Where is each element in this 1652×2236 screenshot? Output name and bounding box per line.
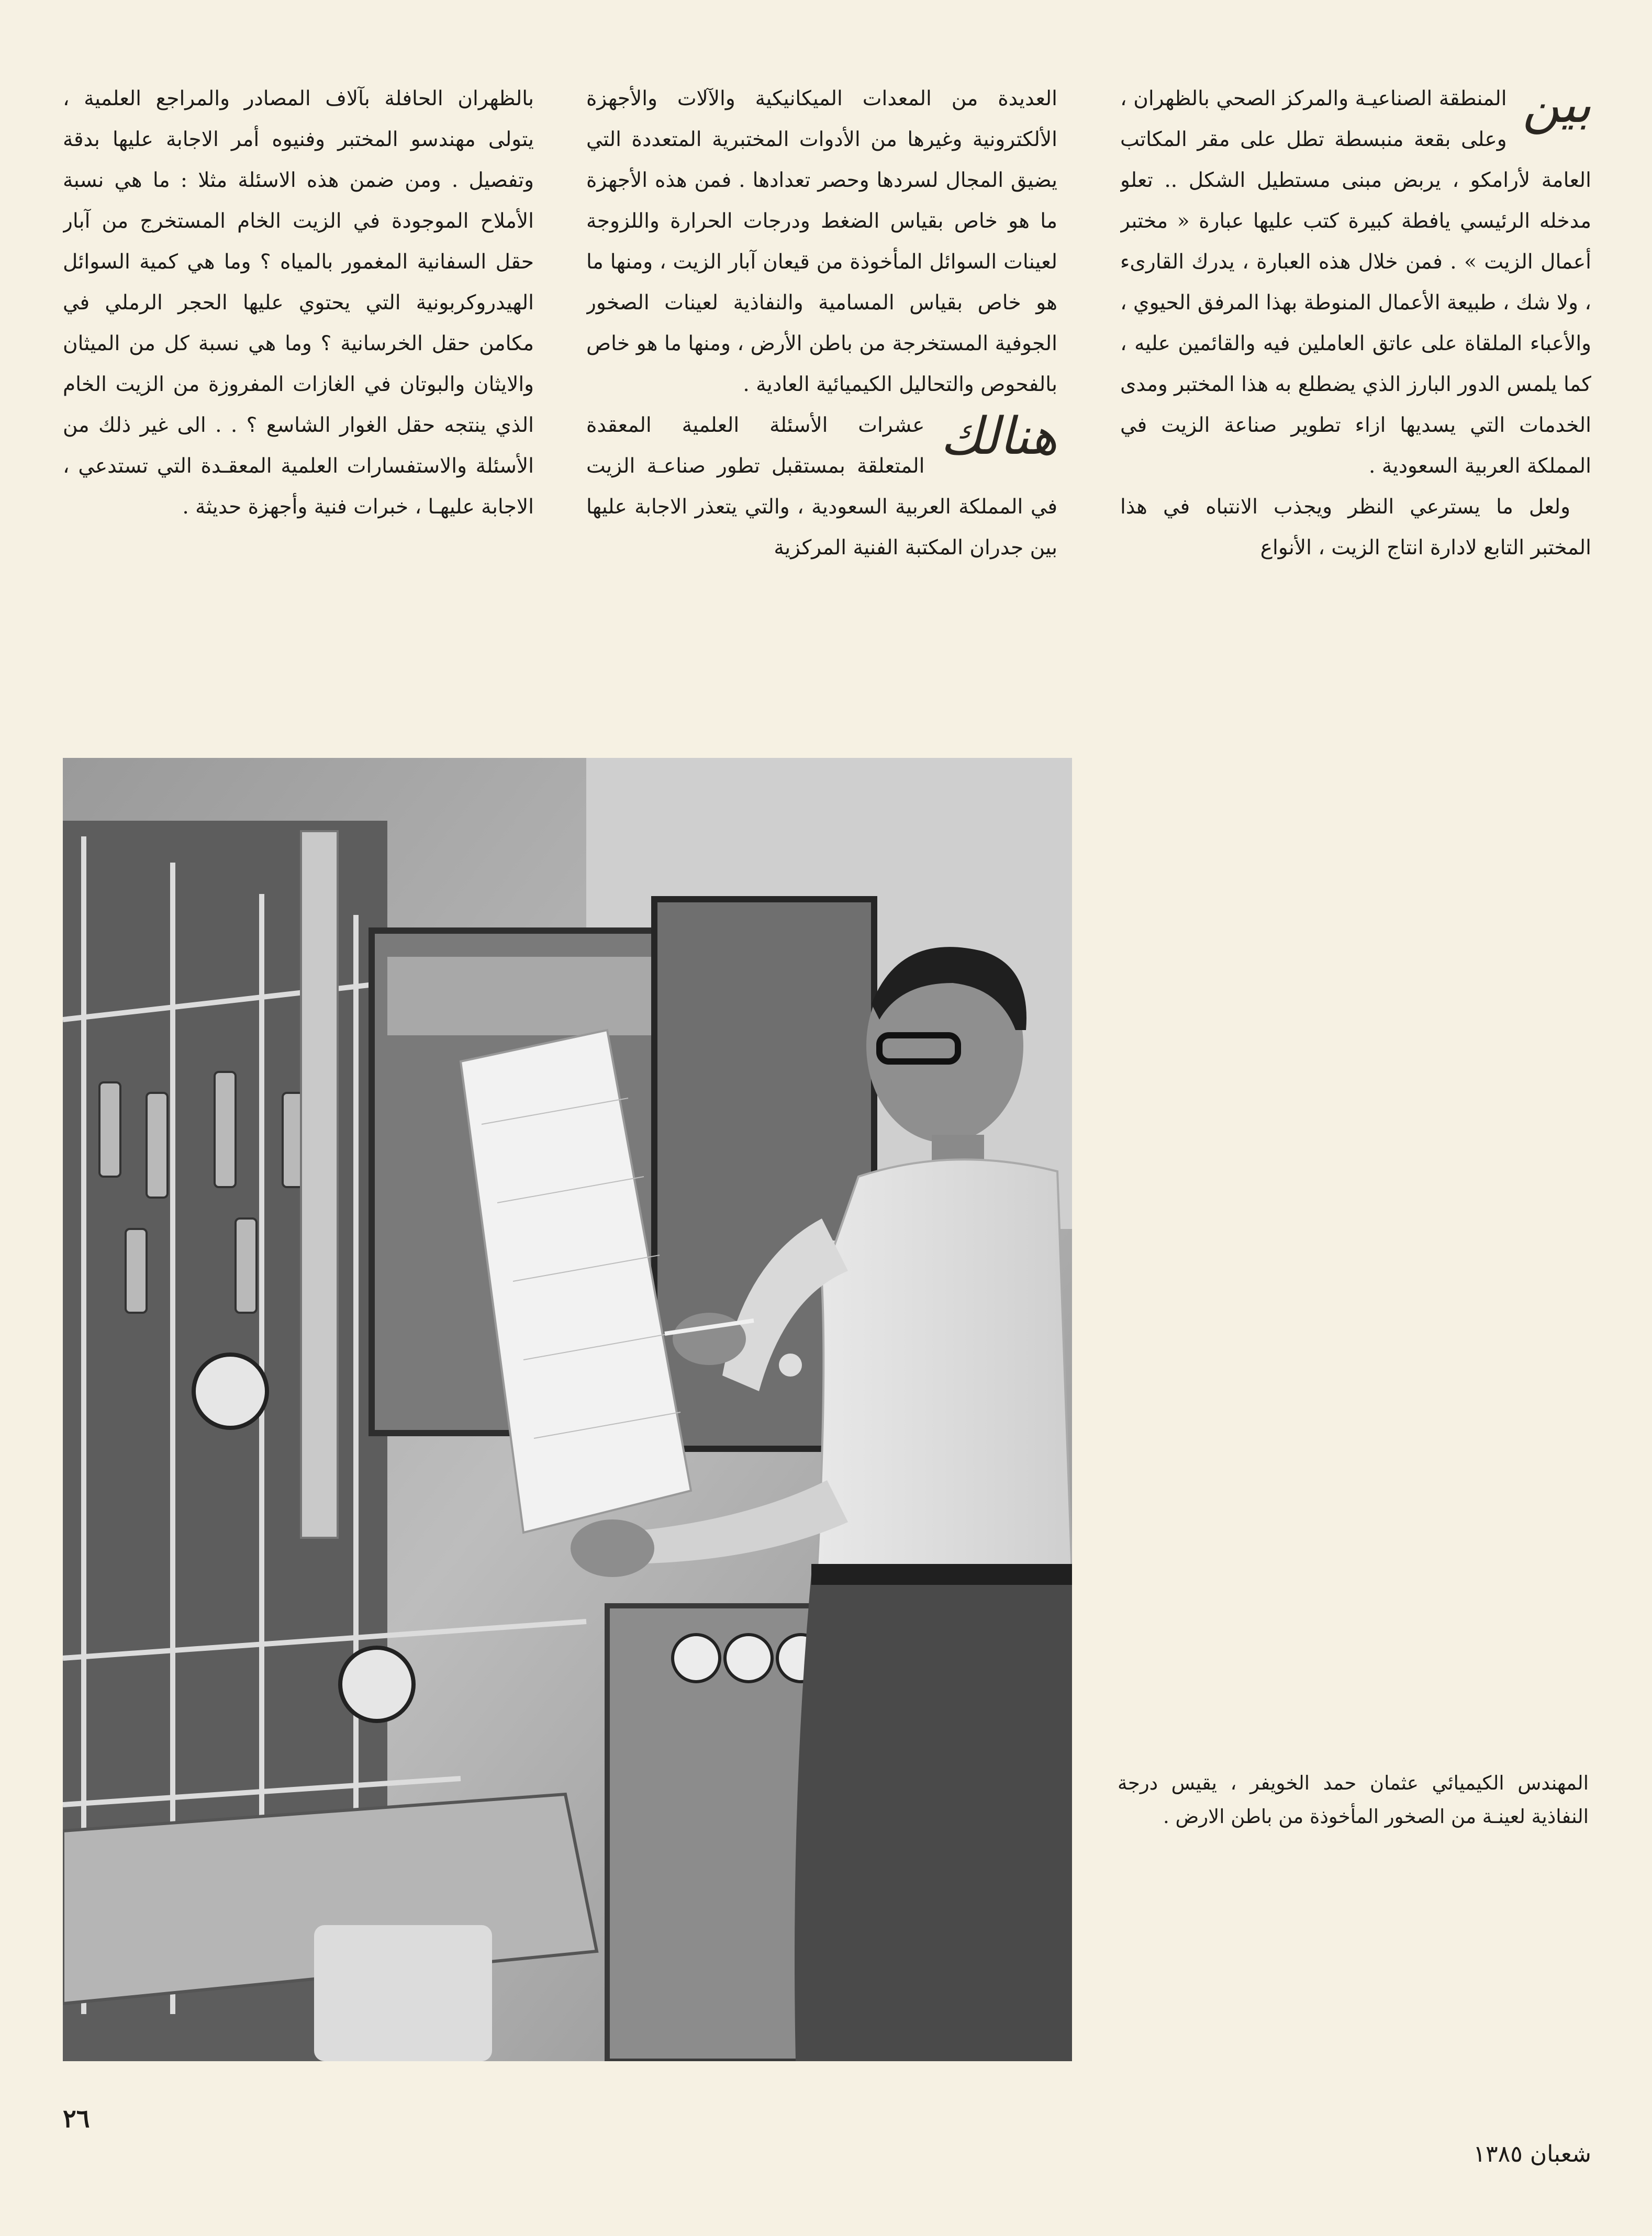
- photo-caption: المهندس الكيميائي عثمان حمد الخويفر ، يقيس درجة النفاذية لعينـة من الصخور المأخوذة من باطن الارض .: [1118, 1772, 1589, 1828]
- article-column-middle: [586, 79, 1057, 680]
- article-paragraph: المنطقة الصناعيـة والمركز الصحي بالظهران ، وعلى بقعة منبسطة تطل على مقر المكاتب العامة لأرامكو ، يربض مبنى مستطيل الشكل .. تعلو مدخله الرئيسي يافطة كبيرة كتب عليها عبارة « مختبر أعمال الزيت » . فمن خلال هذه العبارة ، يدرك القارىء ، ولا شك ، طبيعة الأعمال المنوطة بهذا المرفق الحيوي ، والأعباء الملقاة على عاتق العاملين فيه والقائمين عليه ، كما يلمس الدور البارز الذي يضطلع به هذا المختبر ومدى الخدمات التي يسديها ازاء تطوير صناعة الزيت في المملكة العربية السعودية .: [1120, 87, 1591, 478]
- issue-date: شعبان ١٣٨٥: [1473, 2141, 1591, 2167]
- article-paragraph: عشرات الأسئلة العلمية المعقدة المتعلقة بمستقبل تطور صناعـة الزيت في المملكة العربية السعودية ، والتي يتعذر الاجابة عليها بين جدران المكتبة الفنية المركزية: [586, 413, 1057, 560]
- lab-photo: [63, 758, 1072, 2061]
- article-column-left: [63, 79, 534, 680]
- article-paragraph: بالظهران الحافلة بآلاف المصادر والمراجع العلمية ، يتولى مهندسو المختبر وفنيوه أمر الاجابة عليها بدقة وتفصيل . ومن ضمن هذه الاسئلة مثلا : ما هي نسبة الأملاح الموجودة في الزيت الخام المستخرج من آبار حقل السفانية المغمور بالمياه ؟ وما هي كمية السوائل الهيدروكربونية التي يحتوي عليها الحجر الرملي في مكامن حقل الخرسانية ؟ وما هي نسبة كل من الميثان والايثان والبوتان في الغازات المفروزة من الزيت الخام الذي ينتجه حقل الغوار الشاسع ؟ . . الى غير ذلك من الأسئلة والاستفسارات العلمية المعقـدة التي تستدعي ، الاجابة عليهـا ، خبرات فنية وأجهزة حديثة .: [63, 87, 534, 519]
- article-paragraph: العديدة من المعدات الميكانيكية والآلات والأجهزة الألكترونية وغيرها من الأدوات المختبرية المتعددة التي يضيق المجال لسردها وحصر تعدادها . فمن هذه الأجهزة ما هو خاص بقياس الضغط ودرجات الحرارة واللزوجة لعينات السوائل المأخوذة من قيعان آبار الزيت ، ومنها ما هو خاص بقياس المسامية والنفاذية لعينات الصخور الجوفية المستخرجة من باطن الأرض ، ومنها ما هو خاص بالفحوص والتحاليل الكيميائية العادية .: [586, 87, 1057, 396]
- drop-cap-word: هنالك: [940, 407, 1057, 466]
- drop-cap-word: بين: [1522, 79, 1591, 135]
- article-paragraph: ولعل ما يسترعي النظر ويجذب الانتباه في هذا المختبر التابع لادارة انتاج الزيت ، الأنواع: [1120, 495, 1591, 560]
- page-number: ٢٦: [63, 2104, 90, 2133]
- article-column-right: [1120, 79, 1591, 680]
